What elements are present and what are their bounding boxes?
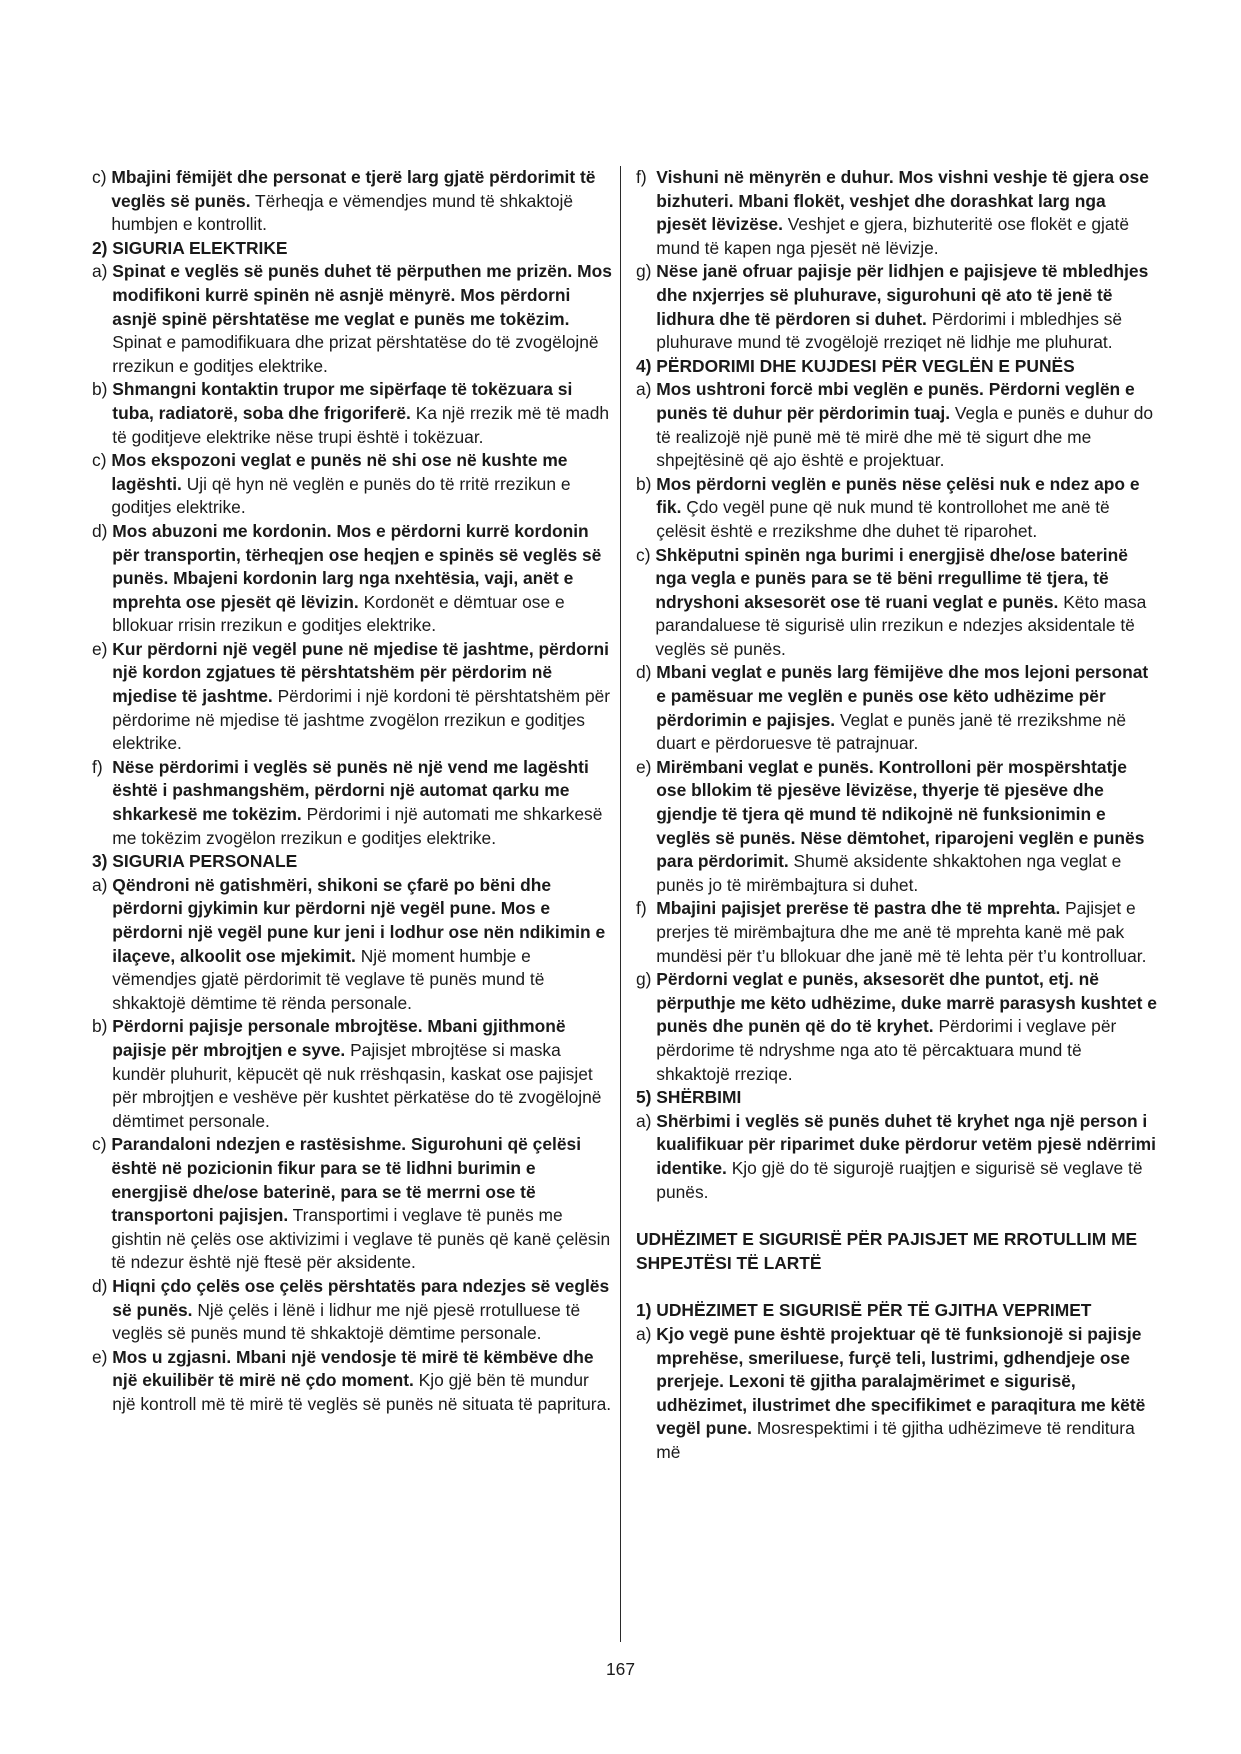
item-bold: Mos abuzoni me kordonin. Mos e përdorni kurrë kordonin për transportin, tërheqjen ose heqjen e spinës së veglës së punës. Mbajeni kordonin larg nga nxehtësia, vaji, anët e mprehta ose pjesët që lëvizin. xyxy=(112,520,602,612)
item-text: Veshjet e gjera, bizhuteritë ose flokët e gjatë mund të kapen nga pjesët në lëvizje. xyxy=(656,214,1130,258)
item-f-dress: f) Vishuni në mënyrën e duhur. Mos vishni veshje të gjera ose bizhuteri. Mbani flokët, veshjet dhe dorashkat larg nga pjesët lëvizëse. Veshjet e gjera, bizhuteritë ose flokët e gjatë mund të kapen nga pjesët në lëvizje. xyxy=(636,167,1149,258)
item-f-cutting: f) Mbajini pajisjet prerëse të pastra dhe të mprehta. Pajisjet e prerjes të mirëmbajtura dhe me anë të mprehta kanë më pak mundësi për t’u bllokuar dhe janë më të lehta për t’u kontrolluar. xyxy=(636,898,1147,966)
item-bold: Përdorni pajisje personale mbrojtëse. Mbani gjithmonë pajisje për mbrojtjen e syve. xyxy=(112,1016,566,1060)
item-bold: Shkëputni spinën nga burimi i energjisë dhe/ose baterinë nga vegla e punës para se të bëni rregullime të tjera, të ndryshoni aksesorët ose të ruani veglat e punës. xyxy=(655,544,1128,612)
section-heading-service: 5) SHËRBIMI xyxy=(636,1087,742,1108)
item-bold: Mbani veglat e punës larg fëmijëve dhe mos lejoni personat e pamësuar me veglën e punës ose këto udhëzime për përdorimin e pajisjes. xyxy=(656,662,1149,730)
item-text: Kordonët e dëmtuar ose e bllokuar rrisin rrezikun e goditjes elektrike. xyxy=(112,591,565,636)
item-a-alert: a) Qëndroni në gatishmëri, shikoni se çfarë po bëni dhe përdorni gjykimin kur përdorni një vegël pune. Mos e përdorni një vegël pune kur jeni i lodhur ose nën ndikimin e ilaçeve, alkoolit ose mjekimit. Një moment humbje e vëmendjes gjatë përdorimit të veglave të punës mund të shkaktojë dëmtime të rënda personale. xyxy=(92,874,606,1013)
item-text: Ka një rrezik më të madh të goditjeve elektrike nëse trupi është i tokëzuar. xyxy=(112,402,610,447)
item-text: Një moment humbje e vëmendjes gjatë përdorimit të veglave të punës mund të shkaktojë dëmtime të rënda personale. xyxy=(112,945,545,1013)
item-text: Mosrespektimi i të gjitha udhëzimeve të renditura më xyxy=(656,1418,1135,1462)
item-e-overreach: e) Mos u zgjasni. Mbani një vendosje të mirë të këmbëve dhe një ekuilibër të mirë në çdo moment. Kjo gjë bën të mundur një kontroll më të mirë të veglës së punës në situata të papritura. xyxy=(92,1346,612,1414)
item-text: Uji që hyn në veglën e punës do të rritë rrezikun e goditjes elektrike. xyxy=(111,473,571,518)
item-d-keys: d) Hiqni çdo çelës ose çelës përshtatës para ndezjes së veglës së punës. Një çelës i lënë i lidhur me një pjesë rrotulluese të veglës së punës mund të shkaktojë dëmtime personale. xyxy=(92,1275,610,1344)
item-c-starting: c) Parandaloni ndezjen e rastësishme. Sigurohuni që çelësi është në pozicionin fikur para se të lidhni burimin e energjisë dhe/ose baterinë, para se të merrni ose të transportoni pajisjen. Transportimi i veglave të punës me gishtin në çelës ose aktivizimi i veglave të punës që kanë çelësin të ndezur është një ftesë për aksidente. xyxy=(92,1134,611,1273)
item-f-rcd: f) Nëse përdorimi i veglës së punës në një vend me lagështi është i pashmangshëm, përdorni një automat qarku me shkarkesë me tokëzim. Përdorimi i një automati me shkarkesë me tokëzim zvogëlon rrezikun e goditjes elektrike. xyxy=(92,756,603,848)
item-text: Përdorimi i një automati me shkarkesë me tokëzim zvogëlon rrezikun e goditjes elektrike. xyxy=(112,804,603,848)
item-a-force: a) Mos ushtroni forcë mbi veglën e punës. Përdorni veglën e punës të duhur për përdorimin tuaj. Vegla e punës e duhur do të realizojë një punë më të mirë dhe më të sigurt dhe me shpejtësinë që ajo është e projektuar. xyxy=(636,379,1154,471)
section-heading-personal: 3) SIGURIA PERSONALE xyxy=(92,851,298,872)
item-bold: Shmangni kontaktin trupor me sipërfaqe të tokëzuara si tuba, radiatorë, soba dhe frigoriferë. xyxy=(112,379,573,423)
item-bold: Mbajini fëmijët dhe personat e tjerë larg gjatë përdorimit të veglës së punës. xyxy=(111,167,596,211)
item-e-maintain: e) Mirëmbani veglat e punës. Kontrolloni për mospërshtatje ose bllokim të pjesëve lëvizëse, thyerje të pjesëve dhe gjendje të tjera që mund të ndikojnë në funksionimin e veglës së punës. Nëse dëmtohet, riparojeni veglën e punës para përdorimit. Shumë aksidente shkaktohen nga veglat e punës jo të mirëmbajtura si duhet. xyxy=(636,756,1145,895)
item-e-outdoor: e) Kur përdorni një vegël pune në mjedise të jashtme, përdorni një kordon zgjatues të përshtatshëm për përdorim në mjedise të jashtme. Përdorimi i një kordoni të përshtatshëm për përdorime në mjedise të jashtme zvogëlon rrezikun e goditjes elektrike. xyxy=(92,638,611,754)
item-text: Çdo vegël pune që nuk mund të kontrollohet me anë të çelësit është e rrezikshme dhe duhet të riparohet. xyxy=(656,497,1110,541)
item-text: Një çelës i lënë i lidhur me një pjesë rrotulluese të veglës së punës mund të shkaktojë dëmtime personale. xyxy=(112,1299,581,1344)
item-bold: Mirëmbani veglat e punës. Kontrolloni për mospërshtatje ose bllokim të pjesëve lëvizëse, thyerje të pjesëve dhe gjendje të tjera që mund të ndikojnë në funksionimin e veglës së punës. Nëse dëmtohet, riparojeni veglën e punës para përdorimit. xyxy=(656,756,1145,872)
item-text: Vegla e punës e duhur do të realizojë një punë më të mirë dhe më të sigurt dhe me shpejtësinë që ajo është e projektuar. xyxy=(656,402,1154,471)
main-heading-high-speed: UDHËZIMET E SIGURISË PËR PAJISJET ME RROTULLIM ME SHPEJTËSI TË LARTË xyxy=(636,1229,1138,1273)
item-a-designed: a) Kjo vegë pune është projektuar që të funksionojë si pajisje mprehëse, smeriluese, furçë teli, lustrimi, gdhendjeje ose prerjeje. Lexoni të gjitha paralajmërimet e sigurisë, udhëzimet, ilustrimet dhe specifikimet e paraqitura me këtë vegël pune. Mosrespektimi i të gjitha udhëzimeve të renditura më xyxy=(636,1323,1146,1462)
item-c-children: c) Mbajini fëmijët dhe personat e tjerë larg gjatë përdorimit të veglës së punës. Tërheqja e vëmendjes mund të shkaktojë humbjen e kontrollit. xyxy=(92,167,596,235)
item-bold: Parandaloni ndezjen e rastësishme. Sigurohuni që çelësi është në pozicionin fikur para se të lidhni burimin e energjisë dhe/ose baterinë, para se të merrni ose të transportoni pajisjen. xyxy=(111,1134,582,1226)
item-bold: Vishuni në mënyrën e duhur. Mos vishni veshje të gjera ose bizhuteri. Mbani flokët, veshjet dhe dorashkat larg nga pjesët lëvizëse. xyxy=(656,167,1149,235)
item-g-dust: g) Nëse janë ofruar pajisje për lidhjen e pajisjeve të mbledhjes dhe nxjerrjes së pluhurave, sigurohuni që ato të jenë të lidhura dhe të përdoren si duhet. Përdorimi i mbledhjes së pluhurave mund të zvogëlojë rreziqet në lidhje me pluhurat. xyxy=(636,261,1149,353)
item-text: Përdorimi i mbledhjes së pluhurave mund të zvogëlojë rreziqet në lidhje me pluhurat. xyxy=(656,308,1123,353)
item-c-disconnect: c) Shkëputni spinën nga burimi i energjisë dhe/ose baterinë nga vegla e punës para se të bëni rregullime të tjera, të ndryshoni aksesorët ose të ruani veglat e punës. Këto masa parandaluese të sigurisë ulin rrezikun e ndezjes aksidentale të veglës së punës. xyxy=(636,544,1147,659)
item-bold: Nëse përdorimi i veglës së punës në një vend me lagështi është i pashmangshëm, përdorni një automat qarku me shkarkesë me tokëzim. xyxy=(112,756,589,825)
item-bold: Nëse janë ofruar pajisje për lidhjen e pajisjeve të mbledhjes dhe nxjerrjes së pluhurave, sigurohuni që ato të jenë të lidhura dhe të përdoren si duhet. xyxy=(656,261,1149,329)
item-text: Këto masa parandaluese të sigurisë ulin rrezikun e ndezjes aksidentale të veglës së punës. xyxy=(655,591,1147,659)
section-heading-all-operations: 1) UDHËZIMET E SIGURISË PËR TË GJITHA VEPRIMET xyxy=(636,1300,1092,1321)
item-text: Spinat e pamodifikuara dhe prizat përshtatëse do të zvogëlojnë rrezikun e goditjes elektrike. xyxy=(112,332,599,376)
right-column xyxy=(636,166,1158,1464)
item-bold: Kjo vegë pune është projektuar që të funksionojë si pajisje mprehëse, smeriluese, furçë teli, lustrimi, gdhendjeje ose prerjeje. Lexoni të gjitha paralajmërimet e sigurisë, udhëzimet, ilustrimet dhe specifikimet e paraqitura me këtë vegël pune. xyxy=(656,1323,1146,1439)
item-bold: Përdorni veglat e punës, aksesorët dhe puntot, etj. në përputhje me këto udhëzime, duke marrë parasysh kushtet e punës dhe punën që do të kryhet. xyxy=(656,969,1157,1037)
item-bold: Mos përdorni veglën e punës nëse çelësi nuk e ndez apo e fik. xyxy=(656,473,1140,518)
column-divider xyxy=(620,166,621,1642)
item-text: Transportimi i veglave të punës me gishtin në çelës ose aktivizimi i veglave të punës që kanë çelësin të ndezur është një ftesë për aksidente. xyxy=(111,1205,611,1273)
item-bold: Mos ekspozoni veglat e punës në shi ose në kushte me lagështi. xyxy=(111,450,568,494)
item-b-protective: b) Përdorni pajisje personale mbrojtëse. Mbani gjithmonë pajisje për mbrojtjen e syve. Pajisjet mbrojtëse si maska kundër pluhurit, këpucët që nuk rrëshqasin, kaskat ose pajisjet për mbrojtjen e veshëve për kushtet përkatëse do të zvogëlojnë dëmtimet personale. xyxy=(92,1016,602,1131)
item-g-accessories: g) Përdorni veglat e punës, aksesorët dhe puntot, etj. në përputhje me këto udhëzime, duke marrë parasysh kushtet e punës dhe punën që do të kryhet. Përdorimi i veglave për përdorime të ndryshme nga ato të përcaktuara mund të shkaktojë rreziqe. xyxy=(636,969,1157,1084)
item-bold: Qëndroni në gatishmëri, shikoni se çfarë po bëni dhe përdorni gjykimin kur përdorni një vegël pune. Mos e përdorni një vegël pune kur jeni i lodhur ose nën ndikimin e ilaçeve, alkoolit ose mjekimit. xyxy=(112,874,606,966)
item-text: Kjo gjë bën të mundur një kontroll më të mirë të veglës së punës në situata të papritura. xyxy=(112,1370,612,1414)
item-text: Tërheqja e vëmendjes mund të shkaktojë humbjen e kontrollit. xyxy=(111,190,574,235)
item-bold: Mos u zgjasni. Mbani një vendosje të mirë të këmbëve dhe një ekuilibër të mirë në çdo moment. xyxy=(112,1346,594,1391)
item-bold: Shërbimi i veglës së punës duhet të kryhet nga një person i kualifikuar për riparimet duke përdorur vetëm pjesë ndërrimi identike. xyxy=(656,1110,1156,1178)
item-text: Pajisjet mbrojtëse si maska kundër pluhurit, këpucët që nuk rrëshqasin, kaskat ose pajisjet për mbrojtjen e veshëve për kushtet përkatëse do të zvogëlojnë dëmtimet personale. xyxy=(112,1039,602,1131)
section-heading-electric: 2) SIGURIA ELEKTRIKE xyxy=(92,237,288,258)
item-d-store: d) Mbani veglat e punës larg fëmijëve dhe mos lejoni personat e pamësuar me veglën e punës ose këto udhëzime për përdorimin e pajisjes. Veglat e punës janë të rrezikshme në duart e përdoruesve të patrajnuar. xyxy=(636,662,1149,754)
item-bold: Hiqni çdo çelës ose çelës përshtatës para ndezjes së veglës së punës. xyxy=(112,1275,610,1320)
item-d-cord: d) Mos abuzoni me kordonin. Mos e përdorni kurrë kordonin për transportin, tërheqjen ose heqjen e spinës së veglës së punës. Mbajeni kordonin larg nga nxehtësia, vaji, anët e mprehta ose pjesët që lëvizin. Kordonët e dëmtuar ose e bllokuar rrisin rrezikun e goditjes elektrike. xyxy=(92,520,602,636)
page-number: 167 xyxy=(605,1659,635,1679)
item-c-rain: c) Mos ekspozoni veglat e punës në shi ose në kushte me lagështi. Uji që hyn në veglën e punës do të rritë rrezikun e goditjes elektrike. xyxy=(92,450,571,518)
item-bold: Kur përdorni një vegël pune në mjedise të jashtme, përdorni një kordon zgjatues të përshtatshëm për përdorim në mjedise të jashtme. xyxy=(112,638,610,707)
item-text: Pajisjet e prerjes të mirëmbajtura dhe me anë të mprehta kanë më pak mundësi për t’u bllokuar dhe janë më të lehta për t’u kontrolluar. xyxy=(656,898,1147,966)
item-b-earthed: b) Shmangni kontaktin trupor me sipërfaqe të tokëzuara si tuba, radiatorë, soba dhe frigoriferë. Ka një rrezik më të madh të goditjeve elektrike nëse trupi është i tokëzuar. xyxy=(92,379,610,447)
item-bold: Mos ushtroni forcë mbi veglën e punës. Përdorni veglën e punës të duhur për përdorimin tuaj. xyxy=(656,379,1135,423)
section-heading-use-care: 4) PËRDORIMI DHE KUJDESI PËR VEGLËN E PUNËS xyxy=(636,355,1075,376)
spacer xyxy=(636,1204,1158,1228)
item-a-service: a) Shërbimi i veglës së punës duhet të kryhet nga një person i kualifikuar për riparimet duke përdorur vetëm pjesë ndërrimi identike. Kjo gjë do të sigurojë ruajtjen e sigurisë së veglave të punës. xyxy=(636,1110,1156,1202)
item-bold: Spinat e veglës së punës duhet të përputhen me prizën. Mos modifikoni kurrë spinën në asnjë mënyrë. Mos përdorni asnjë spinë përshtatëse me veglat e punës me tokëzim. xyxy=(112,261,612,329)
item-text: Kjo gjë do të sigurojë ruajtjen e sigurisë së veglave të punës. xyxy=(656,1157,1143,1202)
item-text: Përdorimi i një kordoni të përshtatshëm për përdorime në mjedise të jashtme zvogëlon rrezikun e goditjes elektrike. xyxy=(112,686,611,754)
item-b-switch: b) Mos përdorni veglën e punës nëse çelësi nuk e ndez apo e fik. Çdo vegël pune që nuk mund të kontrollohet me anë të çelësit është e rrezikshme dhe duhet të riparohet. xyxy=(636,473,1140,541)
item-bold: Mbajini pajisjet prerëse të pastra dhe të mprehta. xyxy=(656,898,1061,919)
item-a-plugs: a) Spinat e veglës së punës duhet të përputhen me prizën. Mos modifikoni kurrë spinën në asnjë mënyrë. Mos përdorni asnjë spinë përshtatëse me veglat e punës me tokëzim. Spinat e pamodifikuara dhe prizat përshtatëse do të zvogëlojnë rrezikun e goditjes elektrike. xyxy=(92,261,612,376)
left-column xyxy=(92,166,612,1416)
spacer xyxy=(636,1275,1158,1299)
item-text: Shumë aksidente shkaktohen nga veglat e punës jo të mirëmbajtura si duhet. xyxy=(656,851,1122,895)
item-text: Veglat e punës janë të rrezikshme në duart e përdoruesve të patrajnuar. xyxy=(656,709,1127,754)
item-text: Përdorimi i veglave për përdorime të ndryshme nga ato të përcaktuara mund të shkaktojë rreziqe. xyxy=(656,1016,1117,1084)
